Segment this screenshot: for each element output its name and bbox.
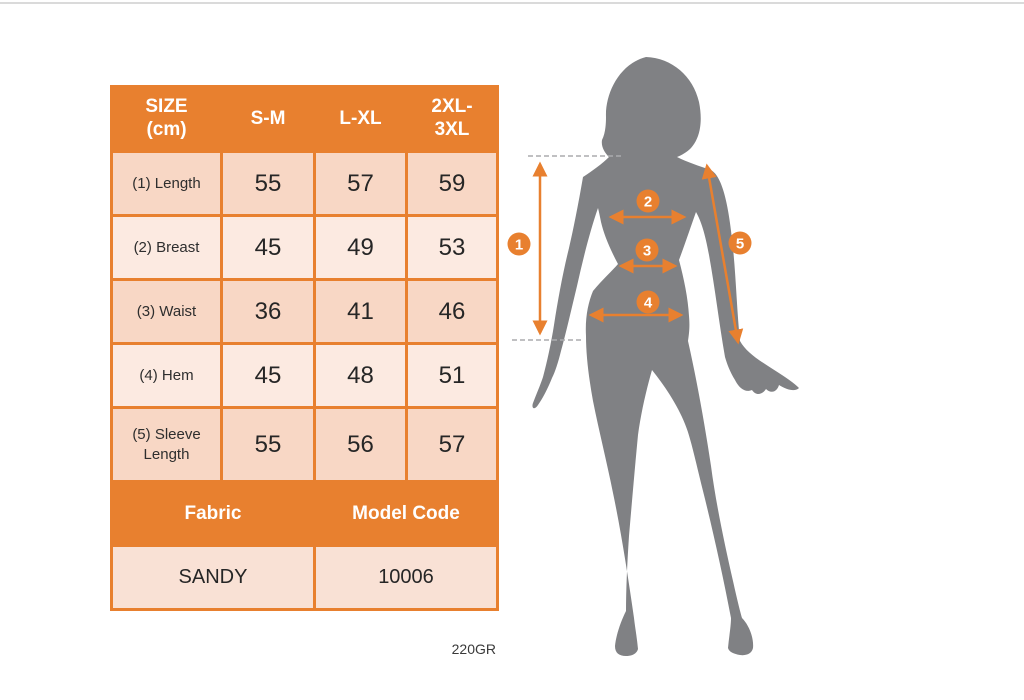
- fabric-value: SANDY: [112, 546, 315, 610]
- cell-value: 45: [222, 216, 315, 280]
- cell-value: 59: [407, 152, 498, 216]
- cell-value: 55: [222, 408, 315, 482]
- svg-text:1: 1: [514, 236, 524, 254]
- row-label-hem: (4) Hem: [112, 344, 222, 408]
- svg-text:4: 4: [643, 294, 653, 312]
- column-header-s-m: S-M: [222, 87, 315, 152]
- cell-value: 41: [315, 280, 407, 344]
- cell-value: 55: [222, 152, 315, 216]
- weight-label: 220GR: [451, 641, 496, 657]
- woman-silhouette: [532, 57, 799, 656]
- measure-point-3: [636, 239, 659, 262]
- cell-value: 36: [222, 280, 315, 344]
- measure-point-2: [637, 190, 660, 213]
- cell-value: 57: [315, 152, 407, 216]
- svg-text:3: 3: [642, 242, 652, 260]
- cell-value: 45: [222, 344, 315, 408]
- model-code-value: 10006: [315, 546, 498, 610]
- cell-value: 57: [407, 408, 498, 482]
- cell-value: 46: [407, 280, 498, 344]
- row-label-breast: (2) Breast: [112, 216, 222, 280]
- cell-value: 51: [407, 344, 498, 408]
- model-code-header: Model Code: [315, 482, 498, 546]
- measure-point-5: [729, 232, 752, 255]
- cell-value: 49: [315, 216, 407, 280]
- measure-point-4: [637, 291, 660, 314]
- row-label-sleeve-length: (5) Sleeve Length: [112, 408, 222, 482]
- fabric-header: Fabric: [112, 482, 315, 546]
- column-header-2xl-3xl: 2XL-3XL: [407, 87, 498, 152]
- size-unit-header: SIZE (cm): [145, 96, 188, 140]
- row-label-waist: (3) Waist: [112, 280, 222, 344]
- row-label-length: (1) Length: [112, 152, 222, 216]
- cell-value: 48: [315, 344, 407, 408]
- svg-text:5: 5: [735, 235, 745, 253]
- column-header-l-xl: L-XL: [315, 87, 407, 152]
- measure-point-1: [508, 233, 531, 256]
- svg-text:2: 2: [643, 193, 653, 211]
- cell-value: 56: [315, 408, 407, 482]
- cell-value: 53: [407, 216, 498, 280]
